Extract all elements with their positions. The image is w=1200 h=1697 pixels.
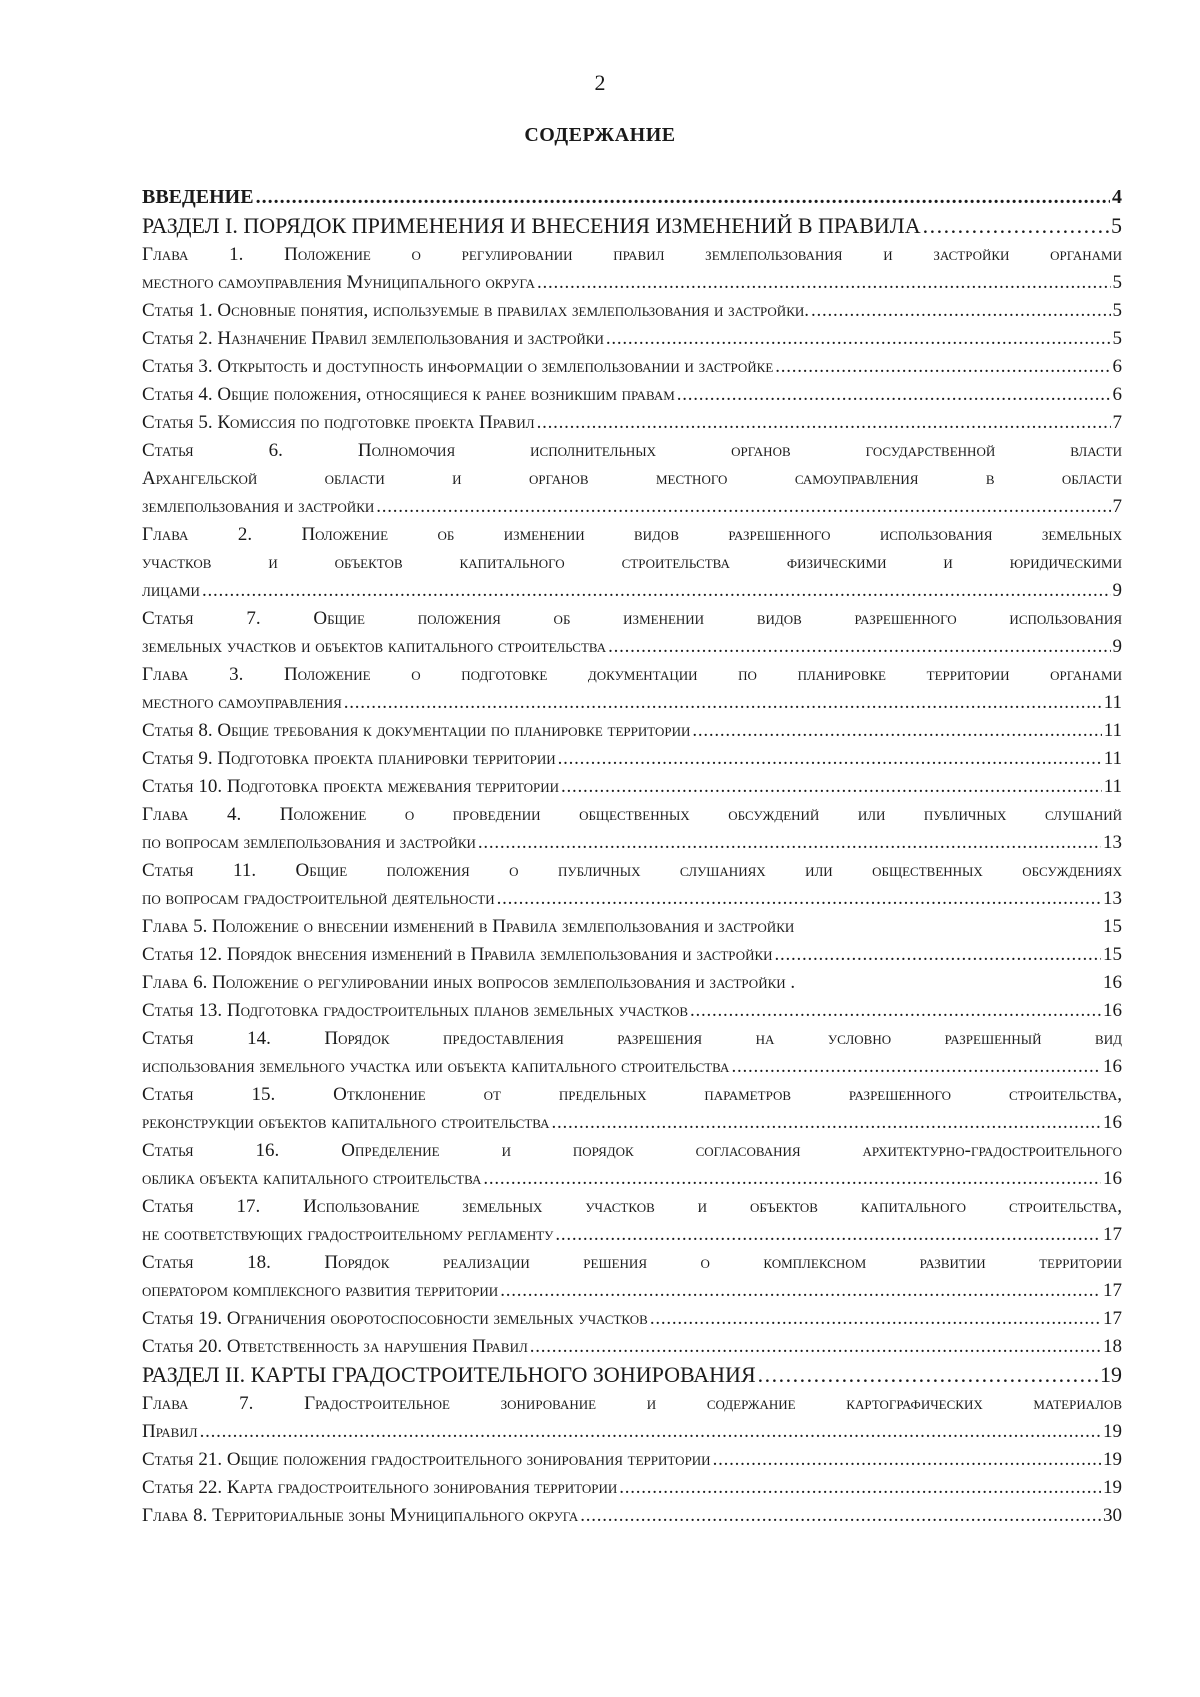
toc-entry-title: Глава 8. Территориальные зоны Муниципального округа (142, 1505, 579, 1526)
toc-entry[interactable] (142, 1137, 1122, 1193)
toc-page-number: 30 (1103, 1505, 1122, 1526)
toc-entry-title: Статья 8. Общие требования к документации по планировке территории (142, 720, 691, 741)
dot-leader (561, 773, 1102, 801)
dot-leader (376, 493, 1110, 521)
toc-entry[interactable] (142, 717, 1122, 745)
toc-page-number: 15 (1103, 944, 1122, 965)
toc-entry-title: Статья 5. Комиссия по подготовке проекта Правил (142, 412, 535, 433)
toc-entry[interactable] (142, 857, 1122, 913)
dot-leader (530, 1333, 1101, 1361)
toc-entry-line: участков и объектов капитального строительства физическими и юридическими (142, 552, 1122, 573)
toc-page-number: 4 (1112, 186, 1122, 208)
dot-leader (608, 633, 1110, 661)
toc-entry[interactable] (142, 297, 1122, 325)
toc-page-number: 6 (1112, 356, 1122, 377)
toc-entry[interactable] (142, 1502, 1122, 1530)
toc-entry[interactable] (142, 997, 1122, 1025)
toc-entry[interactable] (142, 1361, 1122, 1390)
toc-entry[interactable] (142, 801, 1122, 857)
toc-page-number: 11 (1103, 776, 1122, 797)
toc-entry-title: РАЗДЕЛ II. КАРТЫ ГРАДОСТРОИТЕЛЬНОГО ЗОНИРОВАНИЯ (142, 1362, 756, 1387)
toc-page-number: 11 (1103, 720, 1122, 741)
toc-entry[interactable] (142, 1249, 1122, 1305)
toc-entry-line: Статья 17. Использование земельных участков и объектов капитального строительства, (142, 1196, 1122, 1217)
toc-entry[interactable] (142, 1474, 1122, 1502)
dot-leader (483, 1165, 1101, 1193)
toc-entry-title: Статья 20. Ответственность за нарушения Правил (142, 1336, 528, 1357)
dot-leader (606, 325, 1111, 353)
toc-entry[interactable] (142, 212, 1122, 241)
toc-entry-line: Статья 14. Порядок предоставления разрешения на условно разрешенный вид (142, 1028, 1122, 1049)
toc-page-number: 13 (1103, 888, 1122, 909)
toc-entry-title: Статья 13. Подготовка градостроительных планов земельных участков (142, 1000, 689, 1021)
toc-entry[interactable] (142, 773, 1122, 801)
toc-page-number: 16 (1103, 972, 1122, 993)
dot-leader (677, 381, 1111, 409)
toc-page-number: 9 (1112, 636, 1122, 657)
toc-page-number: 9 (1112, 580, 1122, 601)
toc-entry[interactable] (142, 1081, 1122, 1137)
toc-entry[interactable] (142, 521, 1122, 605)
toc-entry[interactable] (142, 325, 1122, 353)
toc-page-number: 11 (1103, 748, 1122, 769)
toc-entry[interactable] (142, 969, 1122, 997)
toc-entry-title: землепользования и застройки (142, 496, 375, 517)
dot-leader (811, 297, 1110, 325)
toc-entry-line: Глава 7. Градостроительное зонирование и содержание картографических материалов (142, 1393, 1122, 1414)
toc-entry-line: Глава 4. Положение о проведении общественных обсуждений или публичных слушаний (142, 804, 1122, 825)
dot-leader (558, 745, 1102, 773)
toc-entry-title: оператором комплексного развития территории (142, 1280, 499, 1301)
toc-entry-title: Статья 19. Ограничения оборотоспособности земельных участков (142, 1308, 648, 1329)
toc-entry-title: Статья 22. Карта градостроительного зонирования территории (142, 1477, 618, 1498)
dot-leader (580, 1502, 1101, 1530)
page-number: 2 (594, 70, 606, 95)
toc-entry-title: Статья 3. Открытость и доступность информации о землепользовании и застройке (142, 356, 774, 377)
toc-entry[interactable] (142, 745, 1122, 773)
dot-leader (344, 689, 1102, 717)
toc-entry-title: облика объекта капитального строительства (142, 1168, 482, 1189)
toc-entry-title: Статья 4. Общие положения, относящиеся к ранее возникшим правам (142, 384, 675, 405)
toc-page-number: 16 (1103, 1056, 1122, 1077)
toc-entry-title: местного самоуправления (142, 692, 342, 713)
dot-leader (650, 1305, 1101, 1333)
dot-leader (619, 1474, 1101, 1502)
toc-page-number: 17 (1103, 1280, 1122, 1301)
toc-entry-title: по вопросам землепользования и застройки (142, 832, 476, 853)
dot-leader (923, 212, 1109, 240)
toc-entry-line: Глава 2. Положение об изменении видов разрешенного использования земельных (142, 524, 1122, 545)
toc-entry-title: ВВЕДЕНИЕ (142, 186, 254, 208)
toc-page-number: 19 (1100, 1362, 1122, 1387)
dot-leader (775, 941, 1101, 969)
dot-leader (200, 1418, 1101, 1446)
toc-entry-title: по вопросам градостроительной деятельности (142, 888, 495, 909)
toc-page-number: 18 (1103, 1336, 1122, 1357)
toc-page-number: 16 (1103, 1168, 1122, 1189)
toc-entry-line: Статья 16. Определение и порядок согласования архитектурно-градостроительного (142, 1140, 1122, 1161)
toc-entry[interactable] (142, 1025, 1122, 1081)
toc-entry-title: Статья 12. Порядок внесения изменений в Правила землепользования и застройки (142, 944, 773, 965)
toc-page-number: 5 (1112, 300, 1122, 321)
dot-leader (775, 353, 1110, 381)
toc-entry[interactable] (142, 605, 1122, 661)
toc-entry[interactable] (142, 241, 1122, 297)
toc-entry[interactable] (142, 1390, 1122, 1446)
toc-entry[interactable] (142, 409, 1122, 437)
toc-entry[interactable] (142, 1446, 1122, 1474)
toc-entry-title: Статья 1. Основные понятия, используемые в правилах землепользования и застройки. (142, 300, 810, 321)
toc-entry[interactable] (142, 1193, 1122, 1249)
toc-page-number: 19 (1103, 1421, 1122, 1442)
toc-entry-title: Правил (142, 1421, 198, 1442)
toc-page-number: 13 (1103, 832, 1122, 853)
toc-entry-title: реконструкции объектов капитального строительства (142, 1112, 550, 1133)
toc-entry-line: Статья 6. Полномочия исполнительных органов государственной власти (142, 440, 1122, 461)
toc-entry[interactable] (142, 437, 1122, 521)
toc-entry-line: Глава 3. Положение о подготовке документации по планировке территории органами (142, 664, 1122, 685)
toc-entry[interactable] (142, 661, 1122, 717)
toc-entry-title: Глава 6. Положение о регулировании иных вопросов землепользования и застройки . (142, 972, 796, 993)
toc-entry-title: РАЗДЕЛ I. ПОРЯДОК ПРИМЕНЕНИЯ И ВНЕСЕНИЯ ИЗМЕНЕНИЙ В ПРАВИЛА (142, 213, 921, 238)
dot-leader (758, 1361, 1098, 1389)
toc-page-number: 19 (1103, 1477, 1122, 1498)
toc-entry[interactable] (142, 1305, 1122, 1333)
toc-entry-title: Глава 5. Положение о внесении изменений в Правила землепользования и застройки (142, 916, 795, 937)
toc-entry-title: Статья 2. Назначение Правил землепользования и застройки (142, 328, 604, 349)
dot-leader (713, 1446, 1101, 1474)
toc-entry[interactable] (142, 353, 1122, 381)
toc-entry[interactable] (142, 941, 1122, 969)
toc-entry-title: Статья 9. Подготовка проекта планировки территории (142, 748, 556, 769)
toc-entry-line: Статья 18. Порядок реализации решения о комплексном развитии территории (142, 1252, 1122, 1273)
dot-leader (256, 183, 1110, 211)
toc-page-number: 11 (1103, 692, 1122, 713)
toc-page-number: 5 (1112, 328, 1122, 349)
toc-page-number: 19 (1103, 1449, 1122, 1470)
toc-entry-title: местного самоуправления Муниципального округа (142, 272, 535, 293)
toc-page-number: 15 (1103, 916, 1122, 937)
dot-leader (202, 577, 1111, 605)
toc-entry-title: земельных участков и объектов капитального строительства (142, 636, 607, 657)
toc-entry-line: Статья 15. Отклонение от предельных параметров разрешенного строительства, (142, 1084, 1122, 1105)
toc-entry-line: Глава 1. Положение о регулировании правил землепользования и застройки органами (142, 244, 1122, 265)
toc-entry[interactable] (142, 183, 1122, 212)
toc-entry-title: лицами (142, 580, 200, 601)
toc-page-number: 16 (1103, 1112, 1122, 1133)
dot-leader (537, 409, 1111, 437)
dot-leader (537, 269, 1111, 297)
dot-leader (500, 1277, 1101, 1305)
toc-page-number: 5 (1112, 272, 1122, 293)
toc-page-number: 17 (1103, 1308, 1122, 1329)
toc-entry[interactable] (142, 1333, 1122, 1361)
toc-page-number: 7 (1112, 496, 1122, 517)
toc-page-number: 16 (1103, 1000, 1122, 1021)
toc-title: СОДЕРЖАНИЕ (524, 124, 676, 146)
toc-entry[interactable] (142, 913, 1122, 941)
dot-leader (690, 997, 1101, 1025)
toc-entry-title: не соответствующих градостроительному регламенту (142, 1224, 554, 1245)
toc-entry-title: Статья 10. Подготовка проекта межевания территории (142, 776, 560, 797)
toc-page-number: 17 (1103, 1224, 1122, 1245)
toc-entry-title: использования земельного участка или объекта капитального строительства (142, 1056, 730, 1077)
toc-entry-line: Статья 7. Общие положения об изменении видов разрешенного использования (142, 608, 1122, 629)
toc-entry[interactable] (142, 381, 1122, 409)
dot-leader (555, 1221, 1101, 1249)
dot-leader (731, 1053, 1101, 1081)
toc-page-number: 5 (1111, 213, 1122, 238)
toc-entry-line: Архангельской области и органов местного самоуправления в области (142, 468, 1122, 489)
dot-leader (552, 1109, 1101, 1137)
dot-leader (497, 885, 1101, 913)
toc-entry-line: Статья 11. Общие положения о публичных слушаниях или общественных обсуждениях (142, 860, 1122, 881)
dot-leader (692, 717, 1101, 745)
dot-leader (478, 829, 1101, 857)
toc-page-number: 7 (1112, 412, 1122, 433)
table-of-contents (142, 183, 1122, 1530)
toc-page-number: 6 (1112, 384, 1122, 405)
toc-entry-title: Статья 21. Общие положения градостроительного зонирования территории (142, 1449, 711, 1470)
